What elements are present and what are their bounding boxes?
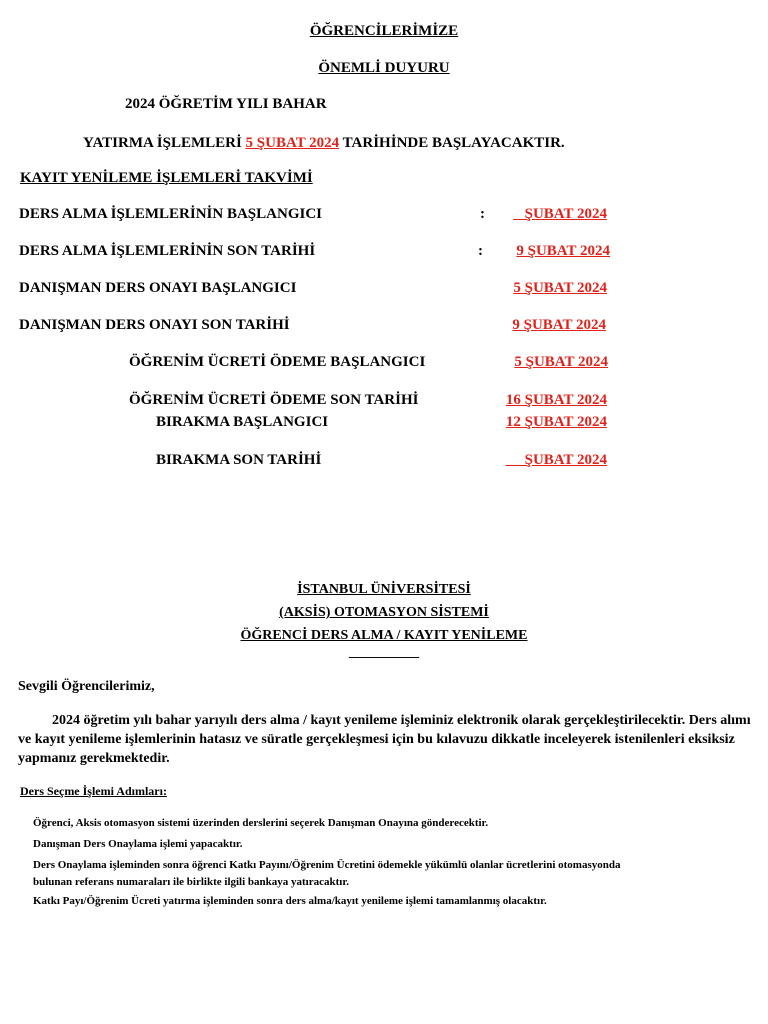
calendar-date: 5 ŞUBAT 2024 <box>513 280 607 296</box>
step-item: Danışman Ders Onaylama işlemi yapacaktır. <box>33 838 243 850</box>
step-item: Ders Onaylama işleminden sonra öğrenci Katkı Payını/Öğrenim Ücretini ödemekle yükümlü olanlar ücretlerini otomasyonda <box>33 859 621 871</box>
calendar-colon: : <box>480 206 485 222</box>
university-name: İSTANBUL ÜNİVERSİTESİ <box>297 582 471 597</box>
step-item: Katkı Payı/Öğrenim Ücreti yatırma işleminden sonra ders alma/kayıt yenileme işlemi tamamlanmış olacaktır. <box>33 895 547 907</box>
payment-start-post: TARİHİNDE BAŞLAYACAKTIR. <box>339 135 565 151</box>
section-subtitle: ÖĞRENCİ DERS ALMA / KAYIT YENİLEME <box>240 628 528 643</box>
steps-title: Ders Seçme İşlemi Adımları: <box>20 784 167 798</box>
heading-payment-start <box>83 135 565 152</box>
heading-students: ÖĞRENCİLERİMİZE <box>309 23 459 39</box>
greeting: Sevgili Öğrencilerimiz, <box>18 679 155 694</box>
calendar-date: 9 ŞUBAT 2024 <box>512 317 606 333</box>
calendar-date: 5 ŞUBAT 2024 <box>514 354 608 370</box>
calendar-date: 12 ŞUBAT 2024 <box>505 414 607 430</box>
intro-paragraph: 2024 öğretim yılı bahar yarıyılı ders alma / kayıt yenileme işleminiz elektronik olarak gerçekleştirilecektir. Ders alımı ve kayıt yenileme işlemlerinin hatasız ve süratle gerçekleşmesi için bu kılavuzu dikkatle inceleyerek istenilenleri eksiksiz yapmanız gerekmektedir. <box>18 713 751 766</box>
calendar-label: BIRAKMA BAŞLANGICI <box>156 414 329 430</box>
step-item: bulunan referans numaraları ile birlikte ilgili bankaya yatıracaktır. <box>33 876 349 888</box>
heading-announcement: ÖNEMLİ DUYURU <box>318 60 450 76</box>
calendar-label: DANIŞMAN DERS ONAYI SON TARİHİ <box>19 317 290 333</box>
calendar-title: KAYIT YENİLEME İŞLEMLERİ TAKVİMİ <box>20 170 313 186</box>
calendar-label: ÖĞRENİM ÜCRETİ ÖDEME BAŞLANGICI <box>129 354 426 370</box>
payment-start-date: 5 ŞUBAT 2024 <box>245 135 340 151</box>
system-name: (AKSİS) OTOMASYON SİSTEMİ <box>279 605 489 620</box>
step-item: Öğrenci, Aksis otomasyon sistemi üzerinden derslerini seçerek Danışman Onayına gönderecektir. <box>33 817 489 829</box>
payment-start-pre: YATIRMA İŞLEMLERİ <box>83 135 246 151</box>
calendar-date: 9 ŞUBAT 2024 <box>516 243 610 259</box>
calendar-date: 16 ŞUBAT 2024 <box>505 392 607 408</box>
calendar-colon: : <box>478 243 483 259</box>
heading-term: 2024 ÖĞRETİM YILI BAHAR <box>125 96 327 112</box>
calendar-label: DANIŞMAN DERS ONAYI BAŞLANGICI <box>19 280 297 296</box>
calendar-label: ÖĞRENİM ÜCRETİ ÖDEME SON TARİHİ <box>129 392 419 408</box>
calendar-date: __ ŞUBAT 2024 <box>505 452 607 468</box>
calendar-date: _ ŞUBAT 2024 <box>513 206 607 222</box>
calendar-label: DERS ALMA İŞLEMLERİNİN BAŞLANGICI <box>19 206 322 222</box>
divider-rule: __________ <box>349 645 419 660</box>
calendar-label: DERS ALMA İŞLEMLERİNİN SON TARİHİ <box>19 243 316 259</box>
calendar-label: BIRAKMA SON TARİHİ <box>156 452 322 468</box>
